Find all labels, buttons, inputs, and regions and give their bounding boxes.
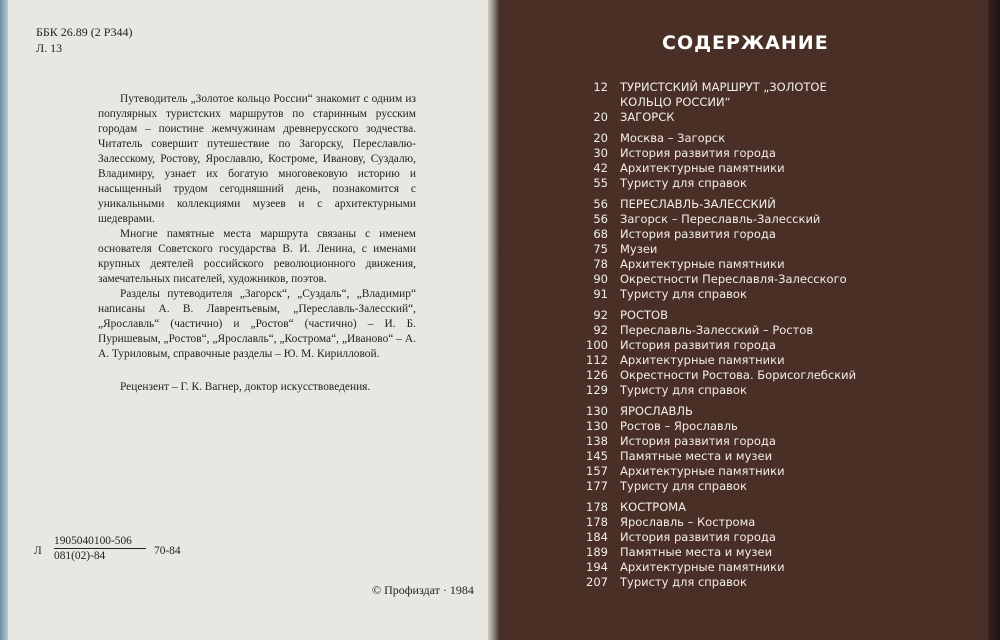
toc-entry-title: Москва – Загорск xyxy=(620,131,726,145)
toc-page-number: 55 xyxy=(593,176,608,190)
table-of-contents xyxy=(560,80,960,590)
toc-entry[interactable] xyxy=(560,383,960,398)
abstract-paragraph: Многие памятные места маршрута связаны с именем основателя Советского государства В. И. Ленина, с именами крупных деятелей российского революционного движения, замечательных писателей, художников, поэтов. xyxy=(98,228,416,285)
toc-entry-title: Архитектурные памятники xyxy=(620,257,785,271)
toc-entry[interactable] xyxy=(560,434,960,449)
toc-page-number: 130 xyxy=(586,419,608,433)
toc-page-number: 207 xyxy=(586,575,608,589)
toc-page-number: 178 xyxy=(586,500,608,514)
library-classification xyxy=(36,24,132,56)
abstract-paragraph: Путеводитель „Золотое кольцо России“ знакомит с одним из популярных туристских маршрутов по старинным русским городам – поистине жемчужинам древнерусского зодчества. Читатель совершит путешествие по Загорску, Переславлю-Залесскому, Ростову, Ярославлю, Костроме, Иванову, Суздалю, Владимиру, узнает их богатую многовековую историю и насыщенный трудом сегодняшний день, познакомится с уникальными коллекциями музеев и с архитектурными шедеврами. xyxy=(98,93,416,225)
toc-entry[interactable] xyxy=(560,575,960,590)
toc-entry-title: История развития города xyxy=(620,434,776,448)
toc-entry-title: Архитектурные памятники xyxy=(620,464,785,478)
toc-page-number: 12 xyxy=(593,80,608,94)
toc-page-number: 20 xyxy=(593,110,608,124)
publisher-imprint: © Профиздат · 1984 xyxy=(372,583,474,597)
l-code: Л. 13 xyxy=(36,41,63,55)
toc-entry[interactable] xyxy=(560,560,960,575)
toc-page-number: 129 xyxy=(586,383,608,397)
code-denominator: 081(02)-84 xyxy=(54,550,106,562)
toc-entry[interactable] xyxy=(560,545,960,560)
toc-entry[interactable] xyxy=(560,227,960,242)
code-prefix: Л xyxy=(34,545,42,557)
toc-entry[interactable] xyxy=(560,161,960,176)
toc-entry-title: Окрестности Ростова. Борисоглебский xyxy=(620,368,857,382)
bbk-code: ББК 26.89 (2 Р344) xyxy=(36,25,133,39)
toc-page-number: 130 xyxy=(586,404,608,418)
code-fraction xyxy=(54,535,146,562)
toc-page-number: 68 xyxy=(593,227,608,241)
toc-page-number: 145 xyxy=(586,449,608,463)
toc-page-number: 75 xyxy=(593,242,608,256)
book-gutter xyxy=(488,0,500,640)
toc-entry[interactable] xyxy=(560,197,960,212)
code-suffix: 70-84 xyxy=(154,545,181,557)
toc-entry[interactable] xyxy=(560,242,960,257)
toc-entry-title: РОСТОВ xyxy=(620,308,668,322)
toc-entry-title: ПЕРЕСЛАВЛЬ-ЗАЛЕССКИЙ xyxy=(620,197,776,211)
toc-entry-title: ЗАГОРСК xyxy=(620,110,675,124)
toc-entry-title: История развития города xyxy=(620,338,776,352)
abstract-paragraph: Разделы путеводителя „Загорск“, „Суздаль“, „Владимир“ написаны А. В. Лаврентьевым, „Переславль-Залесский“, „Ярославль“ (частично) и „Ростов“ (частично) – И. Б. Пуришевым, „Ростов“, „Ярославль“, „Кострома“, „Иваново“ – А. А. Туриловым, справочные разделы – Ю. М. Кирилловой. xyxy=(98,288,416,360)
toc-entry[interactable] xyxy=(560,530,960,545)
toc-entry[interactable] xyxy=(560,287,960,302)
toc-entry-title: Памятные места и музеи xyxy=(620,449,773,463)
toc-entry[interactable] xyxy=(560,131,960,146)
toc-page-number: 138 xyxy=(586,434,608,448)
toc-entry[interactable] xyxy=(560,323,960,338)
toc-page-number: 56 xyxy=(593,212,608,226)
left-page-edge xyxy=(0,0,8,640)
toc-entry-title: Ярославль – Кострома xyxy=(620,515,756,529)
toc-entry[interactable] xyxy=(560,353,960,368)
toc-entry[interactable] xyxy=(560,212,960,227)
toc-page-number: 100 xyxy=(586,338,608,352)
toc-entry-title: История развития города xyxy=(620,227,776,241)
toc-entry-title: Ростов – Ярославль xyxy=(620,419,738,433)
toc-entry-title: История развития города xyxy=(620,530,776,544)
toc-entry[interactable] xyxy=(560,404,960,419)
toc-entry[interactable] xyxy=(560,257,960,272)
toc-entry[interactable] xyxy=(560,95,960,110)
toc-entry-title: КОСТРОМА xyxy=(620,500,687,514)
toc-page-number: 90 xyxy=(593,272,608,286)
toc-page-number: 56 xyxy=(593,197,608,211)
book-abstract xyxy=(98,92,416,362)
toc-entry-title: Туристу для справок xyxy=(620,176,747,190)
toc-entry-title: Туристу для справок xyxy=(620,287,747,301)
toc-page-number: 126 xyxy=(586,368,608,382)
toc-entry-title: История развития города xyxy=(620,146,776,160)
toc-entry[interactable] xyxy=(560,110,960,125)
toc-page-number: 78 xyxy=(593,257,608,271)
toc-page-number: 184 xyxy=(586,530,608,544)
toc-page-number: 92 xyxy=(593,308,608,322)
toc-entry-title: Архитектурные памятники xyxy=(620,161,785,175)
toc-entry[interactable] xyxy=(560,176,960,191)
toc-entry-title: Архитектурные памятники xyxy=(620,560,785,574)
toc-page-number: 194 xyxy=(586,560,608,574)
toc-page-number: 30 xyxy=(593,146,608,160)
toc-entry-title: ТУРИСТСКИЙ МАРШРУТ „ЗОЛОТОЕ xyxy=(620,80,827,94)
toc-entry-title: Туристу для справок xyxy=(620,575,747,589)
toc-page-number: 112 xyxy=(586,353,608,367)
contents-title: СОДЕРЖАНИЕ xyxy=(662,32,829,54)
toc-entry-title: Переславль-Залесский – Ростов xyxy=(620,323,814,337)
toc-entry-title: Загорск – Переславль-Залесский xyxy=(620,212,821,226)
reviewer-note: Рецензент – Г. К. Вагнер, доктор искусствоведения. xyxy=(120,381,371,393)
toc-page-number: 189 xyxy=(586,545,608,559)
toc-entry[interactable] xyxy=(560,515,960,530)
toc-entry[interactable] xyxy=(560,419,960,434)
toc-entry[interactable] xyxy=(560,80,960,95)
toc-entry-title: КОЛЬЦО РОССИИ“ xyxy=(620,95,731,109)
toc-entry-title: ЯРОСЛАВЛЬ xyxy=(620,404,693,418)
toc-page-number: 20 xyxy=(593,131,608,145)
toc-entry-title: Музеи xyxy=(620,242,658,256)
right-cover-edge xyxy=(988,0,1000,640)
toc-entry[interactable] xyxy=(560,338,960,353)
toc-entry-title: Туристу для справок xyxy=(620,383,747,397)
toc-entry[interactable] xyxy=(560,464,960,479)
toc-page-number: 92 xyxy=(593,323,608,337)
toc-entry[interactable] xyxy=(560,479,960,494)
toc-entry-title: Туристу для справок xyxy=(620,479,747,493)
toc-entry[interactable] xyxy=(560,146,960,161)
toc-page-number: 91 xyxy=(593,287,608,301)
code-numerator: 1905040100-506 xyxy=(54,535,146,549)
toc-page-number: 177 xyxy=(586,479,608,493)
toc-entry-title: Архитектурные памятники xyxy=(620,353,785,367)
toc-page-number: 178 xyxy=(586,515,608,529)
toc-page-number: 157 xyxy=(586,464,608,478)
toc-entry-title: Окрестности Переславля-Залесского xyxy=(620,272,847,286)
toc-page-number: 42 xyxy=(593,161,608,175)
toc-entry[interactable] xyxy=(560,368,960,383)
toc-entry[interactable] xyxy=(560,449,960,464)
toc-entry[interactable] xyxy=(560,308,960,323)
toc-entry[interactable] xyxy=(560,272,960,287)
toc-entry[interactable] xyxy=(560,500,960,515)
toc-entry-title: Памятные места и музеи xyxy=(620,545,773,559)
